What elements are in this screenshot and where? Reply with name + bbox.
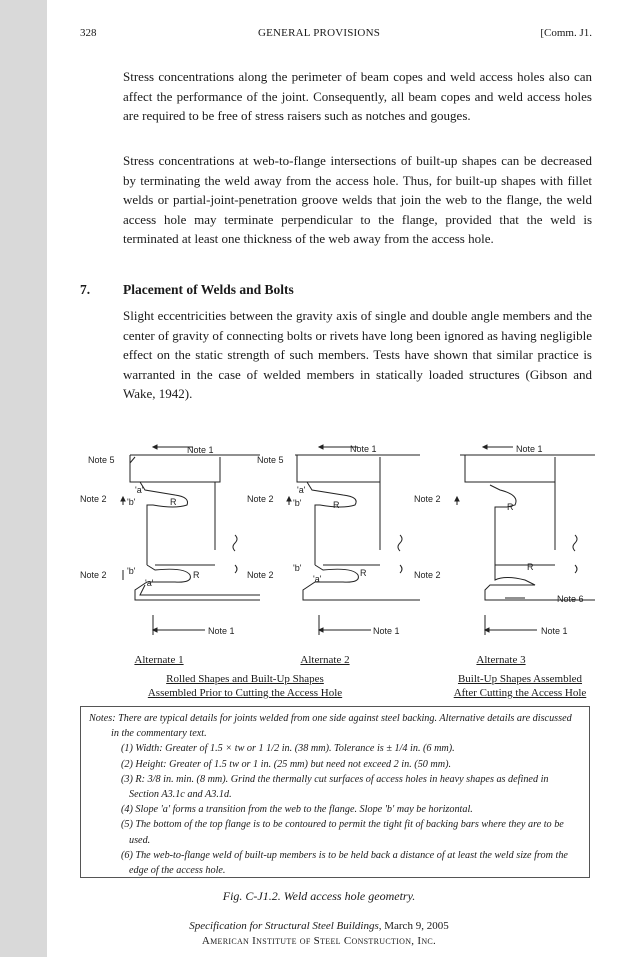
section-title: Placement of Welds and Bolts [123,282,294,297]
alt3-note1-bottom-label: Note 1 [541,626,568,636]
alt2-note1-bottom-label: Note 1 [373,626,400,636]
alt2-r-top-label: R [333,500,340,510]
running-title: GENERAL PROVISIONS [257,27,381,39]
paragraph-built-up-shapes: Stress concentrations at web-to-flange intersections of built-up shapes can be decreased by terminating the weld away from the access hole. Thus, for built-up shapes with fillet welds or partial-joint-penetration groove welds that join the web to the flange, the weld access hole may terminate perpendicular to the flange, provided that the weld is terminated at least one thickness of the web away from the access hole. [123,153,592,246]
alt1-r-bottom-label: R [193,570,200,580]
page-number: 328 [80,27,97,39]
notes-intro: Notes: There are typical details for joints welded from one side against steel backing. Alternative details are discussed in the commentary text. [89,713,572,740]
alternate-3-label: Alternate 3 [476,654,526,666]
alt2-r-bottom-label: R [360,568,367,578]
alt1-note2-top-label: Note 2 [80,494,107,504]
alt1-note2-bottom-label: Note 2 [80,570,107,580]
note-3: (3) R: 3/8 in. min. (8 mm). Grind the thermally cut surfaces of access holes in heavy shapes as defined in Section A3.1c and A3.1d. [121,773,549,801]
alt2-note5-label: Note 5 [257,455,284,465]
section-number: 7. [80,282,91,297]
alternate-3-drawing [455,445,595,635]
alt1-a-top-label: 'a' [135,485,144,495]
footer-spec [0,920,638,932]
alt2-b-bottom-label: 'b' [293,563,302,573]
page-gutter [0,0,47,957]
alt1-note5-label: Note 5 [88,455,115,465]
alt2-note2-bottom-label: Note 2 [247,570,274,580]
footer-publisher: American Institute of Steel Construction, Inc. [201,935,437,947]
alt3-note2-bottom-label: Note 2 [414,570,441,580]
footer-spec-title: Specification for Structural Steel Buildings, [189,920,382,932]
alt3-r-bottom-label: R [527,562,534,572]
alt1-note1-label: Note 1 [187,445,214,455]
footer-spec-date: March 9, 2005 [381,920,449,932]
alt1-a-bottom-label: 'a' [145,578,154,588]
alt1-note1-bottom-label: Note 1 [208,626,235,636]
alternate-1-label: Alternate 1 [134,654,184,666]
alt1-r-top-label: R [170,497,177,507]
note-2: (2) Height: Greater of 1.5 tw or 1 in. (25 mm) but need not exceed 2 in. (50 mm). [121,758,452,770]
figure-caption: Fig. C-J1.2. Weld access hole geometry. [222,889,416,903]
alt1-b-bottom-label: 'b' [127,566,136,576]
alt2-a-bottom-label: 'a' [313,574,322,584]
paragraph-placement: Slight eccentricities between the gravity axis of single and double angle members and the center of gravity of connecting bolts or rivets have long been ignored as having negligible effect on the static strength of such members. Tests have shown that similar practice is warranted in the case of welded members in statically loaded structures (Gibson and Wake, 1942). [123,308,592,401]
note-4: (4) Slope 'a' forms a transition from the web to the flange. Slope 'b' may be horizontal. [121,804,473,816]
alt2-a-top-label: 'a' [297,485,306,495]
note-6: (6) The web-to-flange weld of built-up members is to be held back a distance of at least the weld size from the edge of the access hole. [121,849,568,877]
caption-left-line1: Rolled Shapes and Built-Up Shapes [166,673,324,685]
alternate-2-drawing [287,445,420,635]
alt3-note2-top-label: Note 2 [414,494,441,504]
caption-right-line1: Built-Up Shapes Assembled [457,673,583,685]
alt3-note1-label: Note 1 [516,444,543,454]
alt2-note2-top-label: Note 2 [247,494,274,504]
caption-after-cutting [440,672,600,700]
caption-right-line2: After Cutting the Access Hole [453,687,587,699]
figure-notes-box [80,706,590,878]
alt2-note1-label: Note 1 [350,444,377,454]
section-reference: [Comm. J1. [540,27,592,39]
note-1: (1) Width: Greater of 1.5 × tw or 1 1/2 in. (38 mm). Tolerance is ± 1/4 in. (6 mm). [121,743,455,755]
alternate-1-drawing [121,445,260,635]
caption-prior-to-cutting [130,672,360,700]
alt2-b-top-label: 'b' [293,498,302,508]
note-5: (5) The bottom of the top flange is to be contoured to permit the tight fit of backing bars where they are to be used. [121,819,564,846]
paragraph-beam-copes: Stress concentrations along the perimeter of beam copes and weld access holes also can affect the performance of the joint. Consequently, all beam copes and weld access holes are required to be free of stress raisers such as notches and gouges. [123,69,592,123]
weld-access-hole-figure [75,435,595,650]
caption-left-line2: Assembled Prior to Cutting the Access Hole [147,687,343,699]
alt3-note6-label: Note 6 [557,594,584,604]
alt1-b-top-label: 'b' [127,497,136,507]
alternate-2-label: Alternate 2 [300,654,350,666]
alt3-r-top-label: R [507,502,514,512]
